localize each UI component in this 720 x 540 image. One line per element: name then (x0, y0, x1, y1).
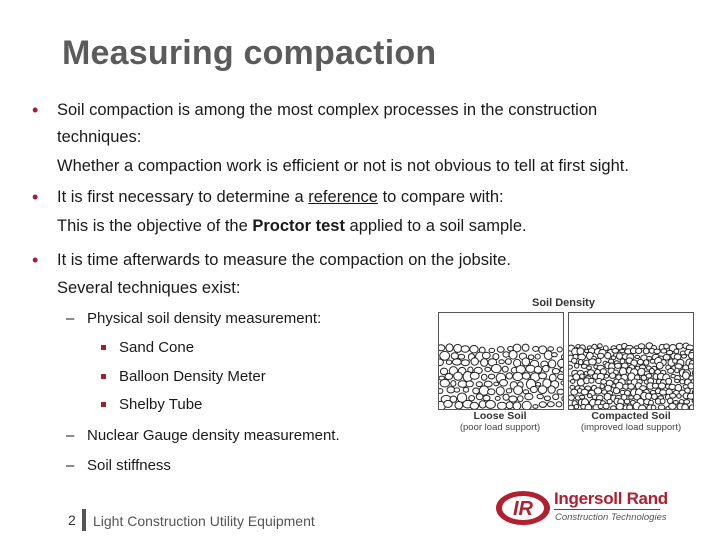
soil-particle (571, 358, 577, 363)
soil-particle (624, 399, 630, 404)
soil-particle (506, 373, 512, 379)
soil-particle (481, 359, 488, 367)
bullet-1-line-1: Soil compaction is among the most complex processes in the construction (57, 101, 598, 119)
soil-particle (470, 372, 479, 379)
soil-particle (688, 364, 693, 369)
soil-particle (675, 379, 680, 382)
soil-particle (628, 384, 635, 390)
compacted-soil-sublabel: (improved load support) (580, 422, 682, 433)
soil-particle (692, 398, 693, 403)
soil-particle (552, 369, 559, 374)
soil-particle (658, 383, 665, 389)
soil-particle (497, 347, 504, 353)
square-bullet-icon (101, 374, 106, 379)
loose-soil-label: Loose Soil (473, 410, 527, 422)
bullet-3-line-1: It is time afterwards to measure the compaction on the jobsite. (57, 251, 511, 269)
soil-particle (589, 359, 597, 365)
soil-particle (553, 394, 559, 400)
soil-particle (604, 374, 608, 378)
proctor-test-term: Proctor test (252, 217, 345, 235)
soil-particle (605, 353, 611, 359)
soil-particle (658, 405, 665, 409)
soil-particle (513, 402, 521, 409)
soil-particle (578, 360, 583, 365)
soil-particle (585, 404, 592, 409)
soil-particle (654, 349, 660, 354)
soil-particle (454, 344, 462, 352)
soil-particle (548, 347, 554, 351)
soil-particle (682, 355, 687, 359)
soil-particle (476, 394, 483, 400)
soil-particle (637, 359, 643, 364)
reference-term: reference (308, 188, 378, 206)
brand-name: Ingersoll Rand (554, 489, 668, 508)
soil-particle (613, 388, 619, 394)
soil-particle (616, 403, 623, 409)
soil-particle (643, 348, 649, 354)
method-sand-cone: Sand Cone (119, 339, 195, 356)
soil-particle (482, 352, 490, 359)
soil-particle (485, 367, 491, 371)
bullet-3-line-2: Several techniques exist: (57, 279, 241, 297)
soil-particle (506, 389, 512, 393)
loose-soil-illustration (439, 313, 563, 409)
dash-marker: – (66, 457, 75, 474)
brand-subtitle: Construction Technologies (555, 512, 667, 523)
soil-particle (675, 368, 679, 373)
soil-particle (539, 402, 546, 408)
soil-particle (458, 354, 464, 359)
page-number: 2 (68, 512, 76, 528)
soil-particle (597, 353, 604, 358)
footer-text: Light Construction Utility Equipment (93, 513, 315, 529)
soil-particle (470, 402, 478, 409)
soil-particle (447, 387, 455, 393)
soil-particle (476, 382, 482, 387)
square-bullet-icon (101, 345, 106, 350)
soil-particle (666, 378, 672, 384)
soil-particle (617, 353, 623, 359)
soil-particle (451, 353, 458, 359)
bullet-marker: • (32, 100, 39, 120)
soil-particle (543, 365, 550, 372)
soil-particle (509, 351, 517, 360)
soil-particle (569, 365, 572, 369)
compacted-soil-panel (568, 312, 694, 410)
soil-particle (538, 386, 547, 394)
soil-particle (536, 383, 541, 387)
bullet-2-line-1-pre: It is first necessary to determine a (57, 188, 309, 206)
soil-particle (627, 405, 633, 409)
soil-particle (481, 374, 487, 380)
soil-particle (580, 374, 585, 379)
soil-particle (598, 344, 603, 348)
bullet-1-line-3: Whether a compaction work is efficient or not is not obvious to tell at first sight. (57, 157, 629, 175)
soil-particle (528, 355, 534, 360)
soil-particle (506, 402, 513, 409)
technique-stiffness: Soil stiffness (87, 457, 171, 474)
soil-particle (533, 405, 538, 409)
dash-marker: – (66, 427, 75, 444)
soil-particle (557, 389, 563, 394)
soil-particle (522, 358, 530, 366)
soil-particle (491, 364, 501, 372)
bullet-2-line-2-pre: This is the objective of the (57, 217, 253, 235)
soil-particle (575, 364, 579, 369)
soil-particle (470, 346, 478, 353)
soil-particle (469, 396, 475, 401)
soil-particle (636, 348, 642, 353)
soil-particle (463, 387, 469, 392)
soil-particle (596, 358, 601, 363)
soil-particle (661, 349, 667, 353)
soil-particle (522, 401, 531, 409)
soil-particle (687, 393, 693, 399)
loose-soil-panel (438, 312, 564, 410)
soil-particle (684, 400, 690, 404)
soil-particle (466, 381, 473, 387)
soil-particle (539, 373, 547, 379)
soil-particle (503, 352, 509, 357)
soil-particle (635, 355, 640, 358)
soil-particle (660, 399, 665, 404)
soil-particle (486, 400, 496, 408)
soil-particle (639, 405, 646, 409)
soil-particle (451, 381, 456, 387)
soil-particle (644, 360, 649, 366)
brand-rule (554, 509, 660, 510)
soil-particle (569, 395, 574, 400)
soil-particle (560, 367, 563, 372)
soil-particle (689, 353, 694, 359)
soil-particle (558, 359, 563, 367)
soil-particle (509, 396, 517, 402)
soil-particle (649, 368, 654, 373)
soil-particle (503, 394, 509, 400)
soil-particle (471, 358, 478, 365)
soil-particle (444, 400, 453, 407)
method-shelby-tube: Shelby Tube (119, 396, 203, 413)
soil-particle (682, 404, 689, 409)
soil-particle (513, 372, 523, 380)
soil-particle (454, 388, 459, 392)
soil-particle (629, 396, 634, 400)
soil-density-figure (430, 296, 692, 438)
soil-particle (488, 374, 494, 379)
soil-particle (668, 369, 674, 374)
soil-particle (677, 394, 681, 399)
soil-particle (537, 394, 543, 399)
square-bullet-icon (101, 402, 106, 407)
soil-particle (556, 402, 562, 407)
soil-particle (489, 348, 495, 352)
soil-particle (495, 396, 500, 400)
soil-particle (558, 374, 564, 379)
soil-particle (656, 362, 663, 369)
soil-particle (505, 359, 511, 365)
soil-particle (534, 366, 541, 373)
soil-particle (439, 389, 443, 394)
soil-particle (439, 345, 445, 351)
soil-particle (499, 360, 504, 364)
soil-particle (446, 360, 451, 364)
soil-particle (473, 388, 480, 394)
soil-particle (548, 386, 555, 393)
soil-particle (611, 406, 617, 409)
soil-particle (454, 372, 463, 380)
soil-particle (561, 381, 563, 385)
technique-physical: Physical soil density measurement: (87, 310, 322, 327)
soil-particle (483, 395, 490, 400)
page-divider (82, 509, 86, 531)
soil-particle (530, 386, 537, 392)
soil-particle (646, 374, 652, 379)
soil-particle (557, 347, 562, 352)
soil-particle (525, 393, 533, 399)
soil-particle (552, 353, 558, 357)
soil-particle (587, 366, 592, 370)
soil-particle (685, 388, 691, 393)
soil-particle (692, 370, 693, 376)
soil-particle (455, 401, 463, 409)
soil-particle (581, 389, 588, 395)
soil-particle (670, 393, 676, 398)
soil-particle (589, 378, 594, 383)
dash-marker: – (66, 310, 75, 327)
soil-particle (526, 365, 535, 372)
bullet-2-line-2-post: applied to a soil sample. (344, 217, 527, 235)
soil-particle (615, 363, 622, 368)
soil-particle (651, 405, 656, 409)
soil-particle (547, 402, 554, 407)
soil-particle (594, 388, 601, 394)
logo-mark: IR (513, 498, 533, 520)
soil-particle (680, 380, 685, 384)
soil-particle (683, 372, 690, 379)
soil-particle (603, 403, 609, 409)
bullet-marker: • (32, 187, 39, 207)
soil-particle (544, 396, 550, 401)
soil-particle (502, 366, 508, 372)
soil-particle (548, 360, 555, 368)
soil-particle (569, 405, 574, 409)
soil-particle (571, 389, 578, 395)
soil-particle (669, 403, 676, 409)
soil-particle (562, 396, 563, 401)
slide-title: Measuring compaction (62, 34, 437, 72)
loose-soil-sublabel: (poor load support) (459, 422, 541, 433)
soil-particle (620, 349, 625, 353)
soil-particle (461, 346, 469, 353)
soil-particle (496, 387, 504, 395)
soil-particle (440, 379, 449, 387)
soil-particle (574, 404, 578, 409)
compacted-soil-illustration (569, 313, 693, 409)
soil-particle (676, 343, 683, 349)
soil-particle (588, 394, 592, 398)
compacted-soil-label: Compacted Soil (591, 410, 671, 422)
soil-particle (497, 402, 506, 409)
soil-particle (610, 373, 616, 379)
soil-particle (461, 360, 469, 366)
figure-title: Soil Density (532, 297, 595, 309)
method-balloon: Balloon Density Meter (119, 368, 266, 385)
bullet-2-line-1-post: to compare with: (377, 188, 504, 206)
bullet-2-line-1 (57, 187, 504, 207)
technique-nuclear: Nuclear Gauge density measurement. (87, 427, 340, 444)
soil-particle (652, 383, 658, 388)
bullet-2-line-2 (57, 216, 527, 236)
soil-particle (500, 380, 508, 387)
soil-particle (445, 374, 453, 380)
soil-particle (439, 359, 443, 366)
soil-particle (522, 344, 529, 351)
soil-particle (689, 405, 693, 409)
soil-particle (571, 379, 575, 383)
soil-particle (518, 396, 524, 402)
soil-particle (446, 344, 453, 352)
ingersoll-rand-logo (494, 488, 668, 532)
soil-particle (494, 382, 499, 386)
bullet-marker: • (32, 250, 39, 270)
soil-particle (452, 359, 461, 365)
soil-particle (664, 344, 670, 349)
soil-particle (533, 346, 539, 351)
soil-particle (522, 373, 530, 380)
soil-particle (514, 386, 523, 395)
soil-particle (612, 349, 619, 354)
soil-particle (535, 354, 540, 359)
soil-particle (488, 389, 495, 395)
bullet-1-line-2: techniques: (57, 128, 142, 146)
ir-logo-icon (494, 488, 552, 528)
